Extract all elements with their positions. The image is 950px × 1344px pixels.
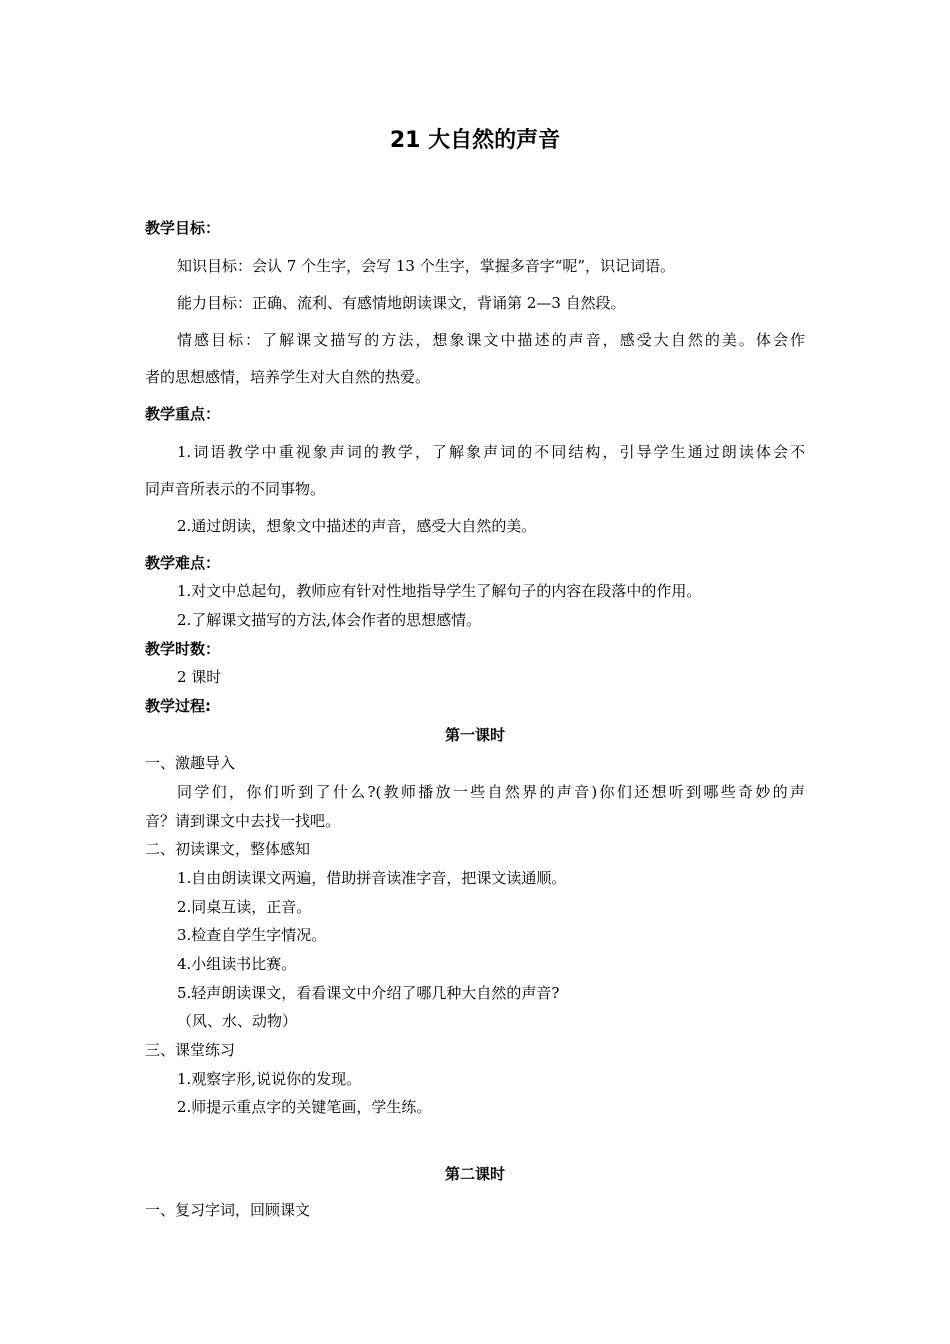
lesson-1-section-2-item-4: 4.小组读书比赛。 — [177, 955, 297, 973]
hours-value: 2 课时 — [177, 668, 222, 686]
objective-knowledge: 知识目标：会认 7 个生字，会写 13 个生字，掌握多音字“呢”，识记词语。 — [177, 257, 676, 275]
lesson-1-section-3-heading: 三、课堂练习 — [145, 1041, 236, 1059]
objectives-heading: 教学目标： — [145, 219, 221, 237]
lesson-1-section-2-heading: 二、初读课文，整体感知 — [145, 840, 311, 858]
lesson-2-section-1-heading: 一、复习字词，回顾课文 — [145, 1201, 311, 1219]
lesson-1-section-3-item-2: 2.师提示重点字的关键笔画，学生练。 — [177, 1098, 432, 1116]
objective-emotion-line2: 者的思想感情，培养学生对大自然的热爱。 — [145, 368, 431, 386]
objective-ability: 能力目标：正确、流利、有感情地朗读课文，背诵第 2—3 自然段。 — [177, 294, 626, 312]
document-title: 21 大自然的声音 — [389, 128, 561, 153]
lesson-1-section-2-item-3: 3.检查自学生字情况。 — [177, 926, 327, 944]
lesson-1-section-3-item-1: 1.观察字形,说说你的发现。 — [177, 1070, 362, 1088]
lesson-2-title: 第二课时 — [444, 1165, 505, 1183]
process-heading: 教学过程: — [145, 697, 211, 715]
lesson-1-title: 第一课时 — [444, 726, 505, 744]
objective-emotion-line1: 情感目标：了解课文描写的方法，想象课文中描述的声音，感受大自然的美。体会作 — [177, 331, 805, 349]
lesson-1-section-2-item-1: 1.自由朗读课文两遍，借助拼音读准字音，把课文读通顺。 — [177, 869, 567, 887]
key-points-heading: 教学重点： — [145, 405, 221, 423]
key-point-1-line2: 同声音所表示的不同事物。 — [145, 480, 326, 498]
key-point-1-line1: 1.词语教学中重视象声词的教学，了解象声词的不同结构，引导学生通过朗读体会不 — [177, 443, 805, 461]
lesson-1-section-2-item-2: 2.同桌互读，正音。 — [177, 898, 312, 916]
hours-heading: 教学时数： — [145, 640, 221, 658]
difficulty-2: 2.了解课文描写的方法,体会作者的思想感情。 — [177, 611, 482, 629]
key-point-2: 2.通过朗读，想象文中描述的声音，感受大自然的美。 — [177, 517, 537, 535]
difficulties-heading: 教学难点： — [145, 554, 221, 572]
lesson-1-section-1-line2: 音？请到课文中去找一找吧。 — [145, 812, 341, 830]
difficulty-1: 1.对文中总起句，教师应有针对性地指导学生了解句子的内容在段落中的作用。 — [177, 582, 702, 600]
lesson-1-section-1-line1: 同学们，你们听到了什么?(教师播放一些自然界的声音)你们还想听到哪些奇妙的声 — [177, 783, 805, 801]
lesson-1-section-2-item-5: 5.轻声朗读课文，看看课文中介绍了哪几种大自然的声音? — [177, 984, 560, 1002]
lesson-1-section-2-answer: （风、水、动物） — [177, 1012, 298, 1030]
lesson-1-section-1-heading: 一、激趣导入 — [145, 754, 236, 772]
